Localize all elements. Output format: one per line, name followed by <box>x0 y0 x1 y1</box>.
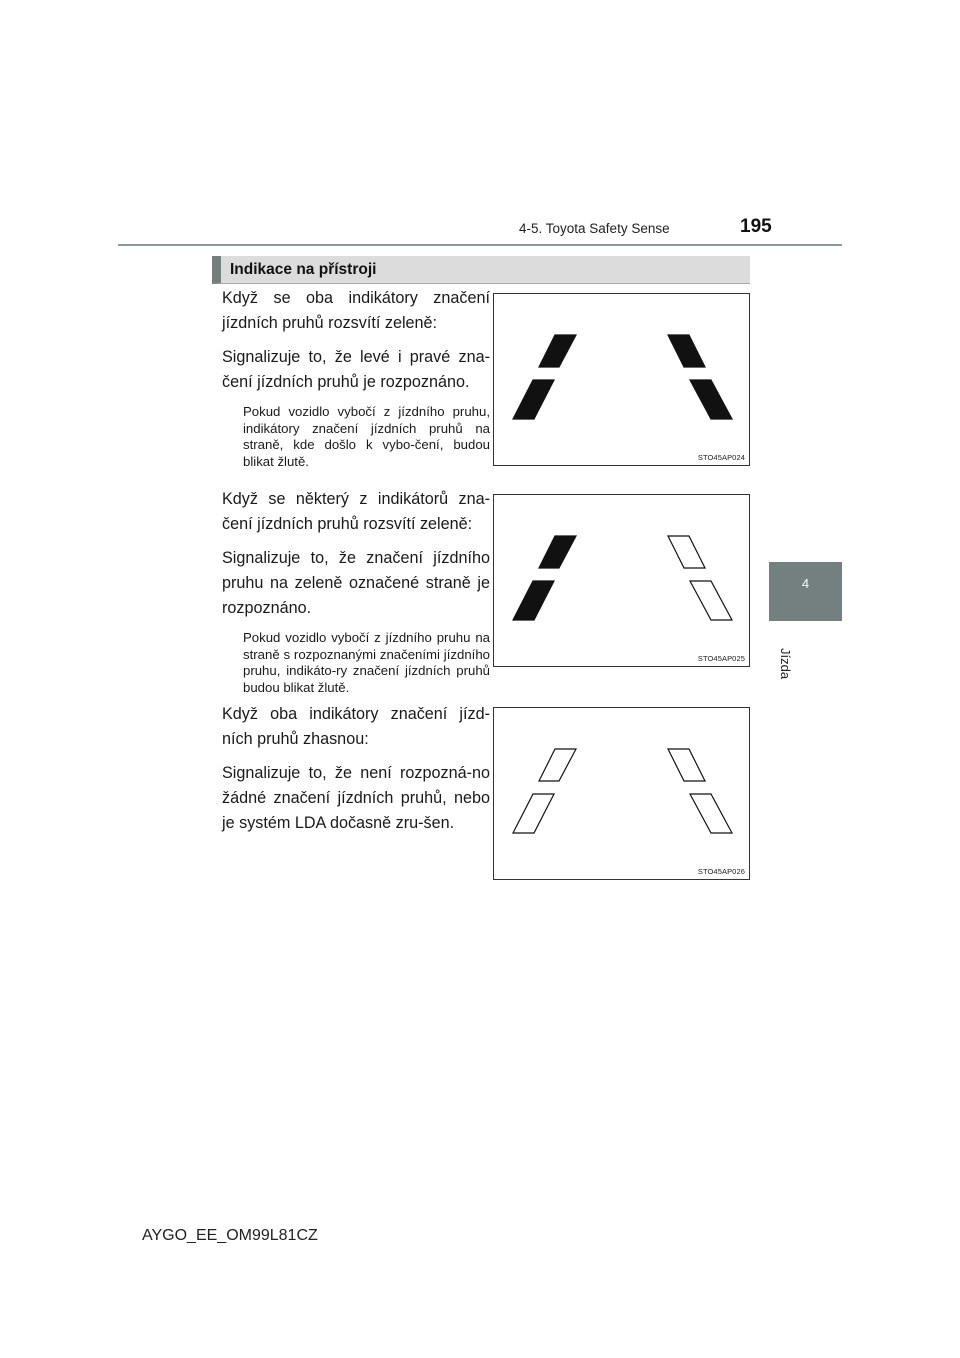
figure-code: STO45AP026 <box>697 867 745 876</box>
figure-code: STO45AP025 <box>697 654 745 663</box>
lane-indicator-diagram <box>494 708 749 879</box>
block-3-text: Signalizuje to, že není rozpozná-no žádné značení jízdních pruhů, nebo je systém LDA dočasně zru-šen. <box>222 764 490 832</box>
footer-document-code: AYGO_EE_OM99L81CZ <box>142 1227 318 1244</box>
block-1-text: Signalizuje to, že levé i pravé zna-čení jízdních pruhů je rozpoznáno. <box>222 348 490 391</box>
right-lane-lower-icon <box>690 581 732 620</box>
page-number: 195 <box>740 216 772 237</box>
right-lane-lower-icon <box>690 794 732 833</box>
block-1-note: Pokud vozidlo vybočí z jízdního pruhu, indikátory značení jízdních pruhů na straně, kde došlo k vybo-čení, budou blikat žlutě. <box>243 404 490 469</box>
left-lane-upper-icon <box>539 536 576 568</box>
right-lane-lower-icon <box>690 380 732 419</box>
block-3-title: Když oba indikátory značení jízd-ních pruhů zhasnou: <box>222 705 490 748</box>
left-lane-upper-icon <box>539 749 576 781</box>
chapter-tab <box>769 562 842 621</box>
text-block-3 <box>222 702 490 845</box>
figure-one-lane-lit <box>493 494 750 667</box>
header-rule <box>118 244 842 246</box>
right-lane-upper-icon <box>668 749 705 781</box>
lane-indicator-diagram <box>494 294 749 465</box>
left-lane-upper-icon <box>539 335 576 367</box>
left-lane-lower-icon <box>513 581 554 620</box>
text-block-2 <box>222 487 490 696</box>
figure-both-lanes-lit <box>493 293 750 466</box>
section-heading-text: Indikace na přístroji <box>230 261 377 278</box>
block-2-text: Signalizuje to, že značení jízdního pruhu na zeleně označené straně je rozpoznáno. <box>222 549 490 617</box>
text-block-1 <box>222 286 490 470</box>
right-lane-upper-icon <box>668 335 705 367</box>
left-lane-lower-icon <box>513 380 554 419</box>
chapter-label: Jízda <box>778 648 793 680</box>
block-2-note: Pokud vozidlo vybočí z jízdního pruhu na straně s rozpoznanými značeními jízdního pruhu, indikáto-ry značení jízdních pruhů budou blikat žlutě. <box>243 630 490 695</box>
lane-indicator-diagram <box>494 495 749 666</box>
left-lane-lower-icon <box>513 794 554 833</box>
figure-no-lanes-lit <box>493 707 750 880</box>
section-heading <box>212 256 750 284</box>
right-lane-upper-icon <box>668 536 705 568</box>
block-1-title: Když se oba indikátory značení jízdních pruhů rozsvítí zeleně: <box>222 289 490 332</box>
header-section-title: 4-5. Toyota Safety Sense <box>519 221 670 236</box>
block-2-title: Když se některý z indikátorů zna-čení jízdních pruhů rozsvítí zeleně: <box>222 490 490 533</box>
figure-code: STO45AP024 <box>697 453 745 462</box>
chapter-number: 4 <box>801 576 810 591</box>
